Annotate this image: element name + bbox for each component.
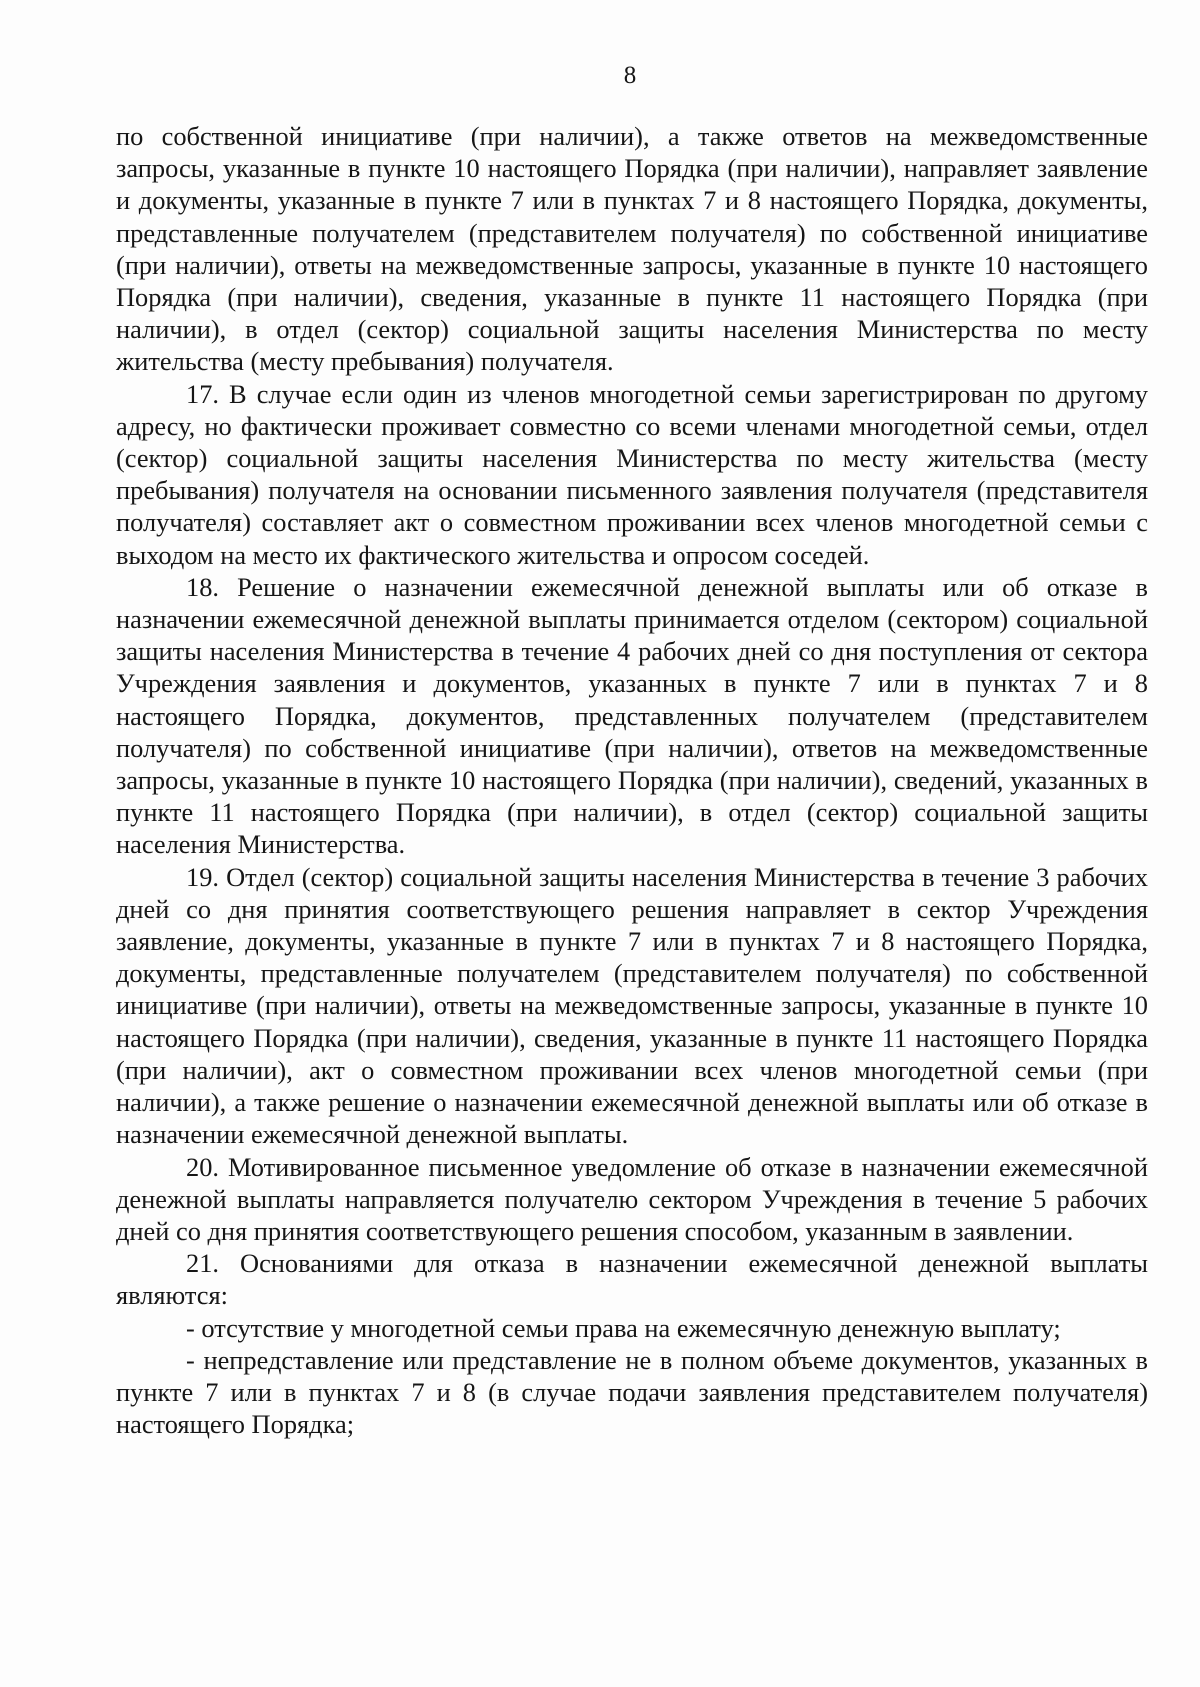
- paragraph-19: 19. Отдел (сектор) социальной защиты населения Министерства в течение 3 рабочих дней со дня принятия соответствующего решения направляет в сектор Учреждения заявление, документы, указанные в пункте 7 или в пунктах 7 и 8 настоящего Порядка, документы, представленные получателем (представителем получателя) по собственной инициативе (при наличии), ответы на межведомственные запросы, указанные в пункте 10 настоящего Порядка (при наличии), сведения, указанные в пункте 11 настоящего Порядка (при наличии), акт о совместном проживании всех членов многодетной семьи (при наличии), а также решение о назначении ежемесячной денежной выплаты или об отказе в назначении ежемесячной денежной выплаты.: [116, 861, 1148, 1150]
- paragraph-18: 18. Решение о назначении ежемесячной денежной выплаты или об отказе в назначении ежемесячной денежной выплаты принимается отделом (сектором) социальной защиты населения Министерства в течение 4 рабочих дней со дня поступления от сектора Учреждения заявления и документов, указанных в пункте 7 или в пунктах 7 и 8 настоящего Порядка, документов, представленных получателем (представителем получателя) по собственной инициативе (при наличии), ответов на межведомственные запросы, указанные в пункте 10 настоящего Порядка (при наличии), сведений, указанных в пункте 11 настоящего Порядка (при наличии), в отдел (сектор) социальной защиты населения Министерства.: [116, 571, 1148, 860]
- document-body: [116, 120, 1148, 1440]
- page-number: 8: [623, 62, 637, 89]
- paragraph-continuation: по собственной инициативе (при наличии), а также ответов на межведомственные запросы, указанные в пункте 10 настоящего Порядка (при наличии), направляет заявление и документы, указанные в пункте 7 или в пунктах 7 и 8 настоящего Порядка, документы, представленные получателем (представителем получателя) по собственной инициативе (при наличии), ответы на межведомственные запросы, указанные в пункте 10 настоящего Порядка (при наличии), сведения, указанные в пункте 11 настоящего Порядка (при наличии), в отдел (сектор) социальной защиты населения Министерства по месту жительства (месту пребывания) получателя.: [116, 121, 1148, 377]
- refusal-ground-1: - отсутствие у многодетной семьи права на ежемесячную денежную выплату;: [186, 1312, 1061, 1343]
- paragraph-20: 20. Мотивированное письменное уведомление об отказе в назначении ежемесячной денежной выплаты направляется получателю сектором Учреждения в течение 5 рабочих дней со дня принятия соответствующего решения способом, указанным в заявлении.: [116, 1151, 1148, 1246]
- paragraph-17: 17. В случае если один из членов многодетной семьи зарегистрирован по другому адресу, но фактически проживает совместно со всеми членами многодетной семьи, отдел (сектор) социальной защиты населения Министерства по месту жительства (месту пребывания) получателя на основании письменного заявления получателя (представителя получателя) составляет акт о совместном проживании всех членов многодетной семьи с выходом на место их фактического жительства и опросом соседей.: [116, 378, 1148, 570]
- refusal-ground-2: - непредставление или представление не в полном объеме документов, указанных в пункте 7 или в пунктах 7 и 8 (в случае подачи заявления представителем получателя) настоящего Порядка;: [116, 1344, 1148, 1440]
- paragraph-21: 21. Основаниями для отказа в назначении ежемесячной денежной выплаты являются:: [116, 1248, 1148, 1311]
